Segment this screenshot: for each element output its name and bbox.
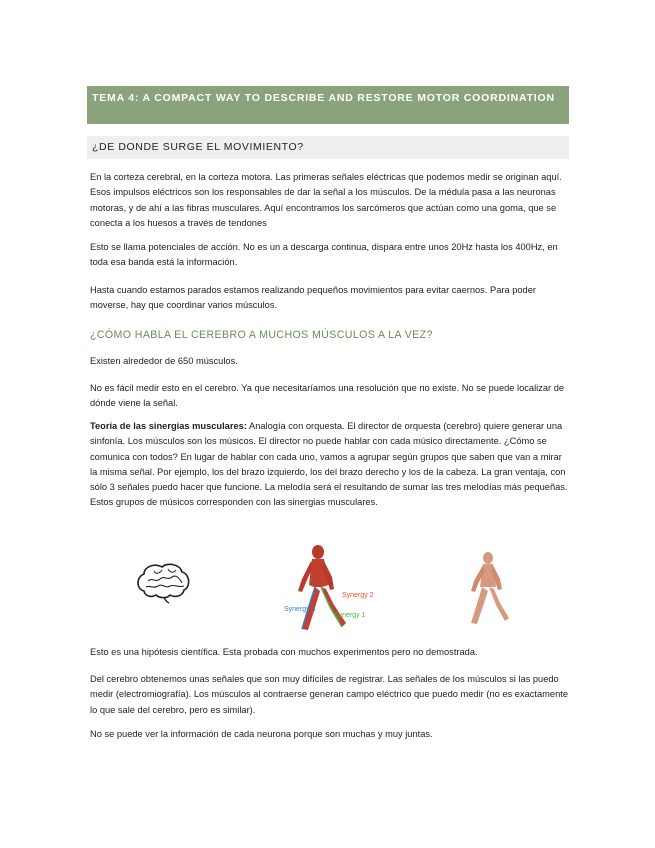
paragraph-2: Esto se llama potenciales de acción. No es un a descarga continua, dispara entre unos 20Hz hasta los 400Hz, en toda esa banda está la información. <box>90 242 558 268</box>
paragraph-5: No es fácil medir esto en el cerebro. Ya que necesitaríamos una resolución que no existe. No se puede localizar de dónde viene la señal. <box>90 383 565 409</box>
paragraph-4: Existen alrededor de 650 músculos. <box>90 356 238 366</box>
synergy-1-label: Synergy 1 <box>334 612 366 619</box>
synergy-2-label: Synergy 2 <box>342 592 374 599</box>
paragraph-3: Hasta cuando estamos parados estamos realizando pequeños movimientos para evitar caernos. Para poder moverse, hay que coordinar varios músculos. <box>90 285 536 311</box>
paragraph-9: No se puede ver la información de cada neurona porque son muchas y muy juntas. <box>90 729 433 739</box>
section-heading: ¿DE DONDE SURGE EL MOVIMIENTO? <box>87 136 569 159</box>
paragraph-6-text: Analogía con orquesta. El director de orquesta (cerebro) quiere generar una sinfonía. Los músculos son los músicos. El director no puede hablar con cada músico directamente. ¿Cómo se comunica con todos? En lugar de hablar con cada uno, vamos a agrupar según grupos que saben que van a mirar la misma señal. Por ejemplo, los del brazo izquierdo, los del brazo derecho y los de la cabeza. La gran ventaja, con sólo 3 señales puedo hacer que funcione. La melodía será el resultando de sumar las tres melodías más pequeñas. Estos grupos de músicos corresponden con las sinergias musculares. <box>90 421 568 508</box>
paragraph-1: En la corteza cerebral, en la corteza motora. Las primeras señales eléctricas que podemos medir se originan aquí. Esos impulsos eléctricos son los responsables de dar la señal a los músculos. De la médula pasa a las neuronas motoras, y de ahí a las fibras musculares. Aquí encontramos los sarcómeros que actúan como una goma, que se conecta a los huesos a través de tendones <box>90 172 562 228</box>
muscle-figure <box>284 543 376 633</box>
subheading: ¿CÓMO HABLA EL CEREBRO A MUCHOS MÚSCULOS A LA VEZ? <box>90 329 433 341</box>
document-title: TEMA 4: A COMPACT WAY TO DESCRIBE AND RESTORE MOTOR COORDINATION <box>87 86 569 124</box>
paragraph-6-bold-lead: Teoría de las sinergias musculares: <box>90 421 247 431</box>
brain-icon <box>134 561 192 605</box>
paragraph-8: Del cerebro obtenemos unas señales que son muy difíciles de registrar. Las señales de los músculos si las puedo medir (electromiografía). Los músculos al contraerse generan campo eléctrico que puedo medir (no es exactamente lo que sale del cerebro, pero es similar). <box>90 674 568 715</box>
walking-figure <box>458 551 518 627</box>
paragraph-6 <box>90 419 568 511</box>
paragraph-7: Esto es una hipótesis científica. Esta probada con muchos experimentos pero no demostrada. <box>90 647 478 657</box>
synergy-3-label: Synergy 3 <box>284 606 316 613</box>
